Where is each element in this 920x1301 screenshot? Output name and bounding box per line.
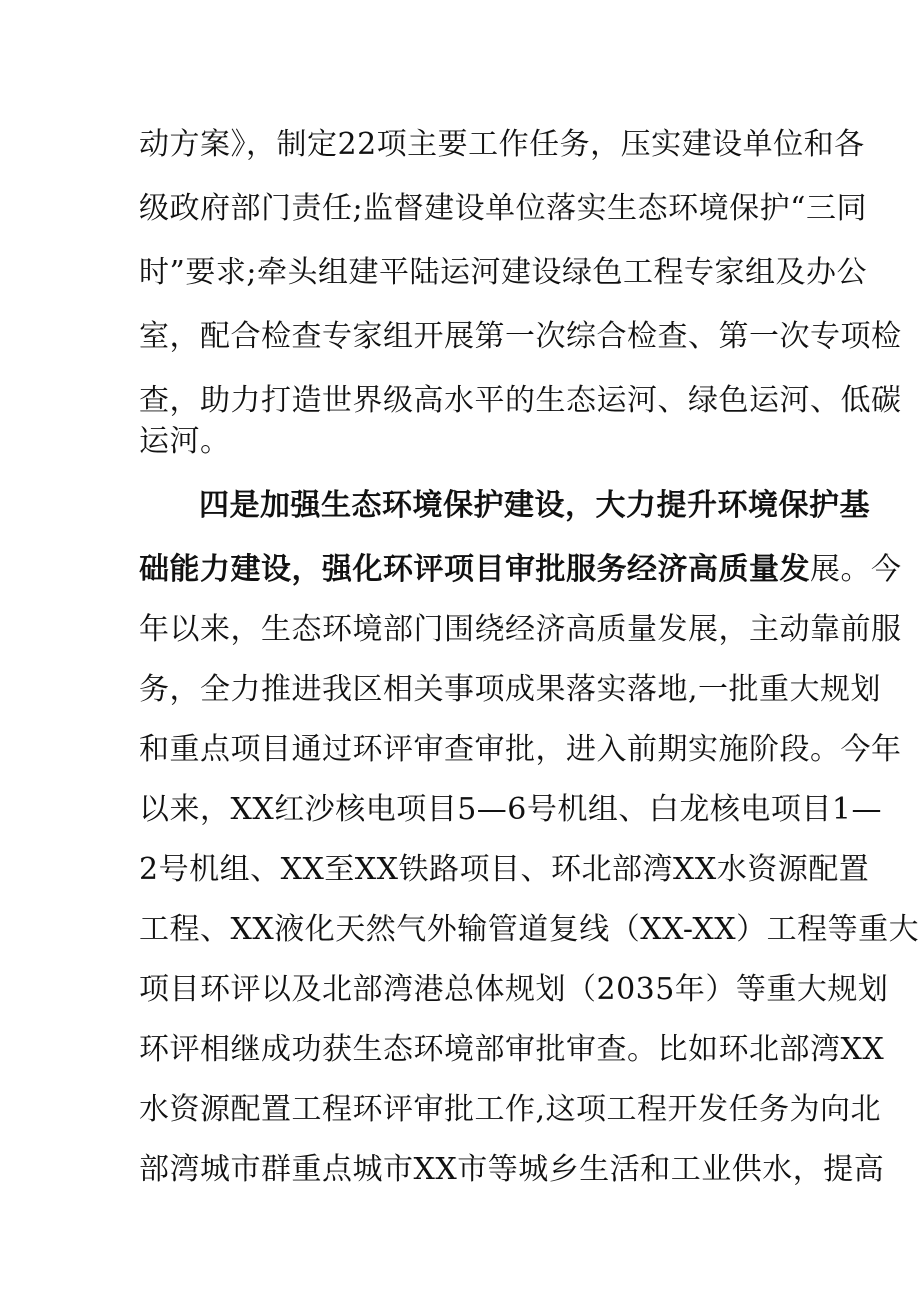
bold-heading-line: 四是加强生态环境保护建设，大力提升环境保护基 xyxy=(199,488,870,523)
text-line: 级政府部门责任;监督建设单位落实生态环境保护“三同 xyxy=(139,191,867,226)
text-line: 运河。 xyxy=(139,424,231,459)
text-line: 水资源配置工程环评审批工作,这项工程开发任务为向北 xyxy=(139,1092,882,1127)
text-line: 部湾城市群重点城市XX市等城乡生活和工业供水，提高 xyxy=(139,1152,885,1187)
text-line: 和重点项目通过环评审查审批，进入前期实施阶段。今年 xyxy=(139,732,902,767)
text-line: 查，助力打造世界级高水平的生态运河、绿色运河、低碳 xyxy=(139,383,902,418)
bold-heading-line: 础能力建设，强化环评项目审批服务经济高质量发 xyxy=(139,552,810,587)
text-line xyxy=(139,550,902,590)
text-line: 环评相继成功获生态环境部审批审查。比如环北部湾XX xyxy=(139,1032,885,1067)
text-line: 动方案》，制定22项主要工作任务，压实建设单位和各 xyxy=(139,127,865,162)
text-line: 务，全力推进我区相关事项成果落实落地,一批重大规划 xyxy=(139,672,882,707)
text-line: 2号机组、XX至XX铁路项目、环北部湾XX水资源配置 xyxy=(139,852,870,887)
text-line: 工程、XX液化天然气外输管道复线（XX-XX）工程等重大 xyxy=(139,912,920,947)
text-line: 项目环评以及北部湾港总体规划（2035年）等重大规划 xyxy=(139,972,889,1007)
text-line: 室，配合检查专家组开展第一次综合检查、第一次专项检 xyxy=(139,319,902,354)
text-line: 以来，XX红沙核电项目5—6号机组、白龙核电项目1— xyxy=(139,792,882,827)
text-line: 年以来，生态环境部门围绕经济高质量发展，主动靠前服 xyxy=(139,612,902,647)
heading-tail-text: 展。今 xyxy=(810,552,902,587)
text-line: 时”要求;牵头组建平陆运河建设绿色工程专家组及办公 xyxy=(139,255,867,290)
